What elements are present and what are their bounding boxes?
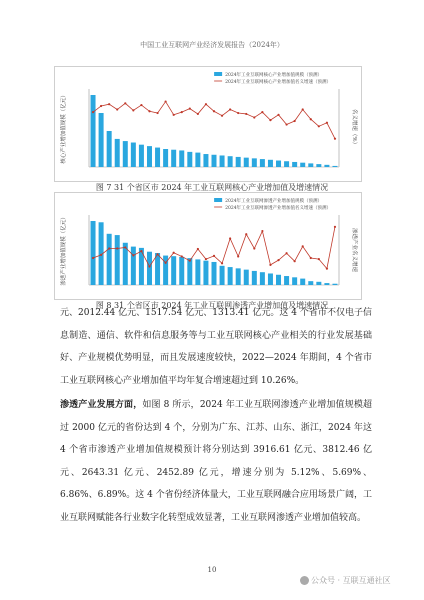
y-axis-label-left: 渗透产业增加值规模（亿元）: [61, 214, 67, 286]
bar: [171, 256, 176, 285]
bar: [203, 261, 208, 285]
growth-point: [285, 123, 287, 125]
bar: [195, 153, 200, 167]
bar: [220, 266, 225, 285]
growth-point: [92, 257, 94, 259]
growth-point: [100, 105, 102, 107]
growth-point: [326, 268, 328, 270]
core-industry-chart: [54, 66, 362, 182]
growth-point: [334, 226, 336, 228]
growth-point: [261, 111, 263, 113]
bar: [284, 161, 289, 167]
bar: [139, 248, 144, 285]
y-axis-label-left: 核心产业增加值规模（亿元）: [61, 92, 67, 164]
bar: [236, 268, 241, 285]
bar: [139, 145, 144, 167]
bar: [115, 235, 120, 285]
growth-point: [213, 255, 215, 257]
growth-point: [108, 247, 110, 249]
growth-point: [213, 110, 215, 112]
bar: [187, 258, 192, 285]
growth-point: [285, 252, 287, 254]
bar: [228, 267, 233, 285]
growth-point: [237, 255, 239, 257]
growth-point: [140, 250, 142, 252]
paragraph-core: 元、2012.44 亿元、1517.54 亿元、1313.41 亿元。这 4 个省市不仅电子信息制造、通信、软件和信息服务等与工业互联网核心产业相关的行业发展基础好、产业规模优势明显，而且发展速度较快，2022—2024 年期间，4 个省市工业互联网核心产业增加值平均年复合增速超过到 10.26%。: [60, 308, 372, 386]
bar: [276, 161, 281, 167]
page-header: 中国工业互联网产业经济发展报告（2024年）: [140, 41, 284, 49]
bar: [300, 163, 305, 167]
growth-point: [205, 103, 207, 105]
watermark: [300, 575, 391, 586]
bar: [300, 279, 305, 285]
legend-line-label: 2024年工业互联网核心产业增加值名义增速（预测）: [225, 80, 332, 85]
bar: [236, 157, 241, 167]
growth-point: [197, 113, 199, 115]
growth-point: [310, 118, 312, 120]
growth-point: [253, 116, 255, 118]
paragraph-body: 如图 8 所示，2024 年工业互联网渗透产业增加值规模超过 2000 亿元的省份达到 4 个，分别为广东、江苏、山东、浙江，2024 年这 4 个省市渗透产业增加值规模预计将分别达到 3916.61 亿元、3812.46 亿元、2643.31 亿元、2452.89 亿元，增速分别为 5.12%、5.69%、6.86%、6.89%。这 4 个省份经济体量大，工业互联网融合应用场景广阔，工业互联网赋能各行业数字化转型成效显著，工业互联网渗透产业增加值较高。: [60, 400, 372, 523]
growth-point: [334, 138, 336, 140]
y-axis-label-right: 名义增速（%）: [351, 108, 357, 148]
growth-point: [245, 113, 247, 115]
growth-point: [221, 115, 223, 117]
bar: [212, 155, 217, 167]
growth-point: [326, 122, 328, 124]
bar: [163, 149, 168, 167]
bar: [332, 284, 337, 285]
bar: [308, 281, 313, 285]
bar: [324, 283, 329, 285]
growth-point: [229, 237, 231, 239]
bar: [131, 247, 136, 285]
growth-point: [269, 264, 271, 266]
bar: [107, 131, 112, 167]
growth-point: [189, 260, 191, 262]
growth-point: [140, 104, 142, 106]
bar: [155, 253, 160, 285]
legend-bar-label: 2024年工业互联网渗透产业增加值规模（预测）: [225, 199, 323, 204]
bar: [308, 163, 313, 167]
penetration-industry-chart: [54, 192, 362, 300]
bar: [115, 139, 120, 167]
page-number: 10: [207, 566, 217, 574]
bar: [260, 159, 265, 167]
bar: [91, 95, 96, 167]
growth-point: [269, 119, 271, 121]
growth-point: [156, 112, 158, 114]
bar: [107, 234, 112, 285]
bar: [260, 272, 265, 285]
growth-point: [173, 114, 175, 116]
growth-point: [310, 257, 312, 259]
growth-point: [261, 230, 263, 232]
growth-point: [277, 259, 279, 261]
growth-point: [156, 253, 158, 255]
figure-8-caption: 图 8 31 个省区市 2024 年工业互联网渗透产业增加值及增速情况: [95, 301, 329, 310]
legend-bar-swatch: [214, 72, 222, 76]
bar: [179, 257, 184, 285]
paragraph-heading: 渗透产业发展方面，: [60, 400, 143, 410]
growth-point: [100, 254, 102, 256]
growth-point: [132, 109, 134, 111]
growth-point: [302, 108, 304, 110]
bar: [252, 158, 257, 167]
bar: [268, 273, 273, 285]
bar: [316, 164, 321, 167]
paragraph-penetration: [60, 394, 372, 529]
legend-line-label: 2024年工业互联网渗透产业增加值名义增速（预测）: [225, 206, 332, 211]
figure-7-caption: 图 7 31 个省区市 2024 年工业互联网核心产业增加值及增速情况: [95, 183, 329, 192]
bar: [276, 275, 281, 285]
growth-point: [318, 125, 320, 127]
growth-point: [294, 120, 296, 122]
bar: [252, 271, 257, 285]
growth-point: [277, 114, 279, 116]
wechat-icon: [300, 576, 309, 585]
bar: [220, 155, 225, 167]
growth-point: [108, 103, 110, 105]
growth-point: [229, 108, 231, 110]
growth-point: [132, 254, 134, 256]
growth-point: [189, 108, 191, 110]
bar: [332, 166, 337, 167]
bar: [195, 259, 200, 285]
growth-point: [124, 246, 126, 248]
bar: [284, 276, 289, 285]
growth-point: [302, 245, 304, 247]
growth-point: [237, 112, 239, 114]
growth-point: [318, 258, 320, 260]
growth-point: [165, 262, 167, 264]
bar: [268, 160, 273, 167]
growth-line: [93, 102, 335, 139]
growth-point: [245, 233, 247, 235]
growth-point: [181, 111, 183, 113]
legend-bar-swatch: [214, 198, 222, 202]
watermark-text: 公众号 · 互联互通社区: [311, 576, 391, 585]
growth-point: [92, 111, 94, 113]
growth-point: [181, 255, 183, 257]
bar: [171, 150, 176, 167]
bar: [123, 141, 128, 167]
bar: [147, 146, 152, 167]
bar: [228, 156, 233, 167]
growth-point: [197, 248, 199, 250]
growth-point: [205, 258, 207, 260]
bar: [99, 113, 104, 167]
growth-point: [253, 247, 255, 249]
bar: [316, 282, 321, 285]
growth-point: [124, 102, 126, 104]
bar: [91, 221, 96, 285]
growth-point: [116, 108, 118, 110]
bar: [212, 262, 217, 285]
growth-point: [173, 252, 175, 254]
bar: [131, 143, 136, 167]
bar: [179, 150, 184, 167]
growth-point: [148, 265, 150, 267]
bar: [147, 252, 152, 285]
bar: [244, 158, 249, 167]
bar: [203, 154, 208, 167]
growth-point: [165, 100, 167, 102]
bar: [292, 162, 297, 167]
growth-point: [148, 110, 150, 112]
growth-point: [221, 262, 223, 264]
bar: [244, 270, 249, 285]
bar: [187, 152, 192, 167]
y-axis-label-right: 渗透产业名义增速: [351, 227, 357, 273]
growth-point: [294, 260, 296, 262]
legend-bar-label: 2024年工业互联网核心产业增加值规模（预测）: [225, 73, 323, 78]
bar: [292, 277, 297, 285]
bar: [155, 148, 160, 167]
bar: [324, 165, 329, 167]
growth-point: [116, 247, 118, 249]
